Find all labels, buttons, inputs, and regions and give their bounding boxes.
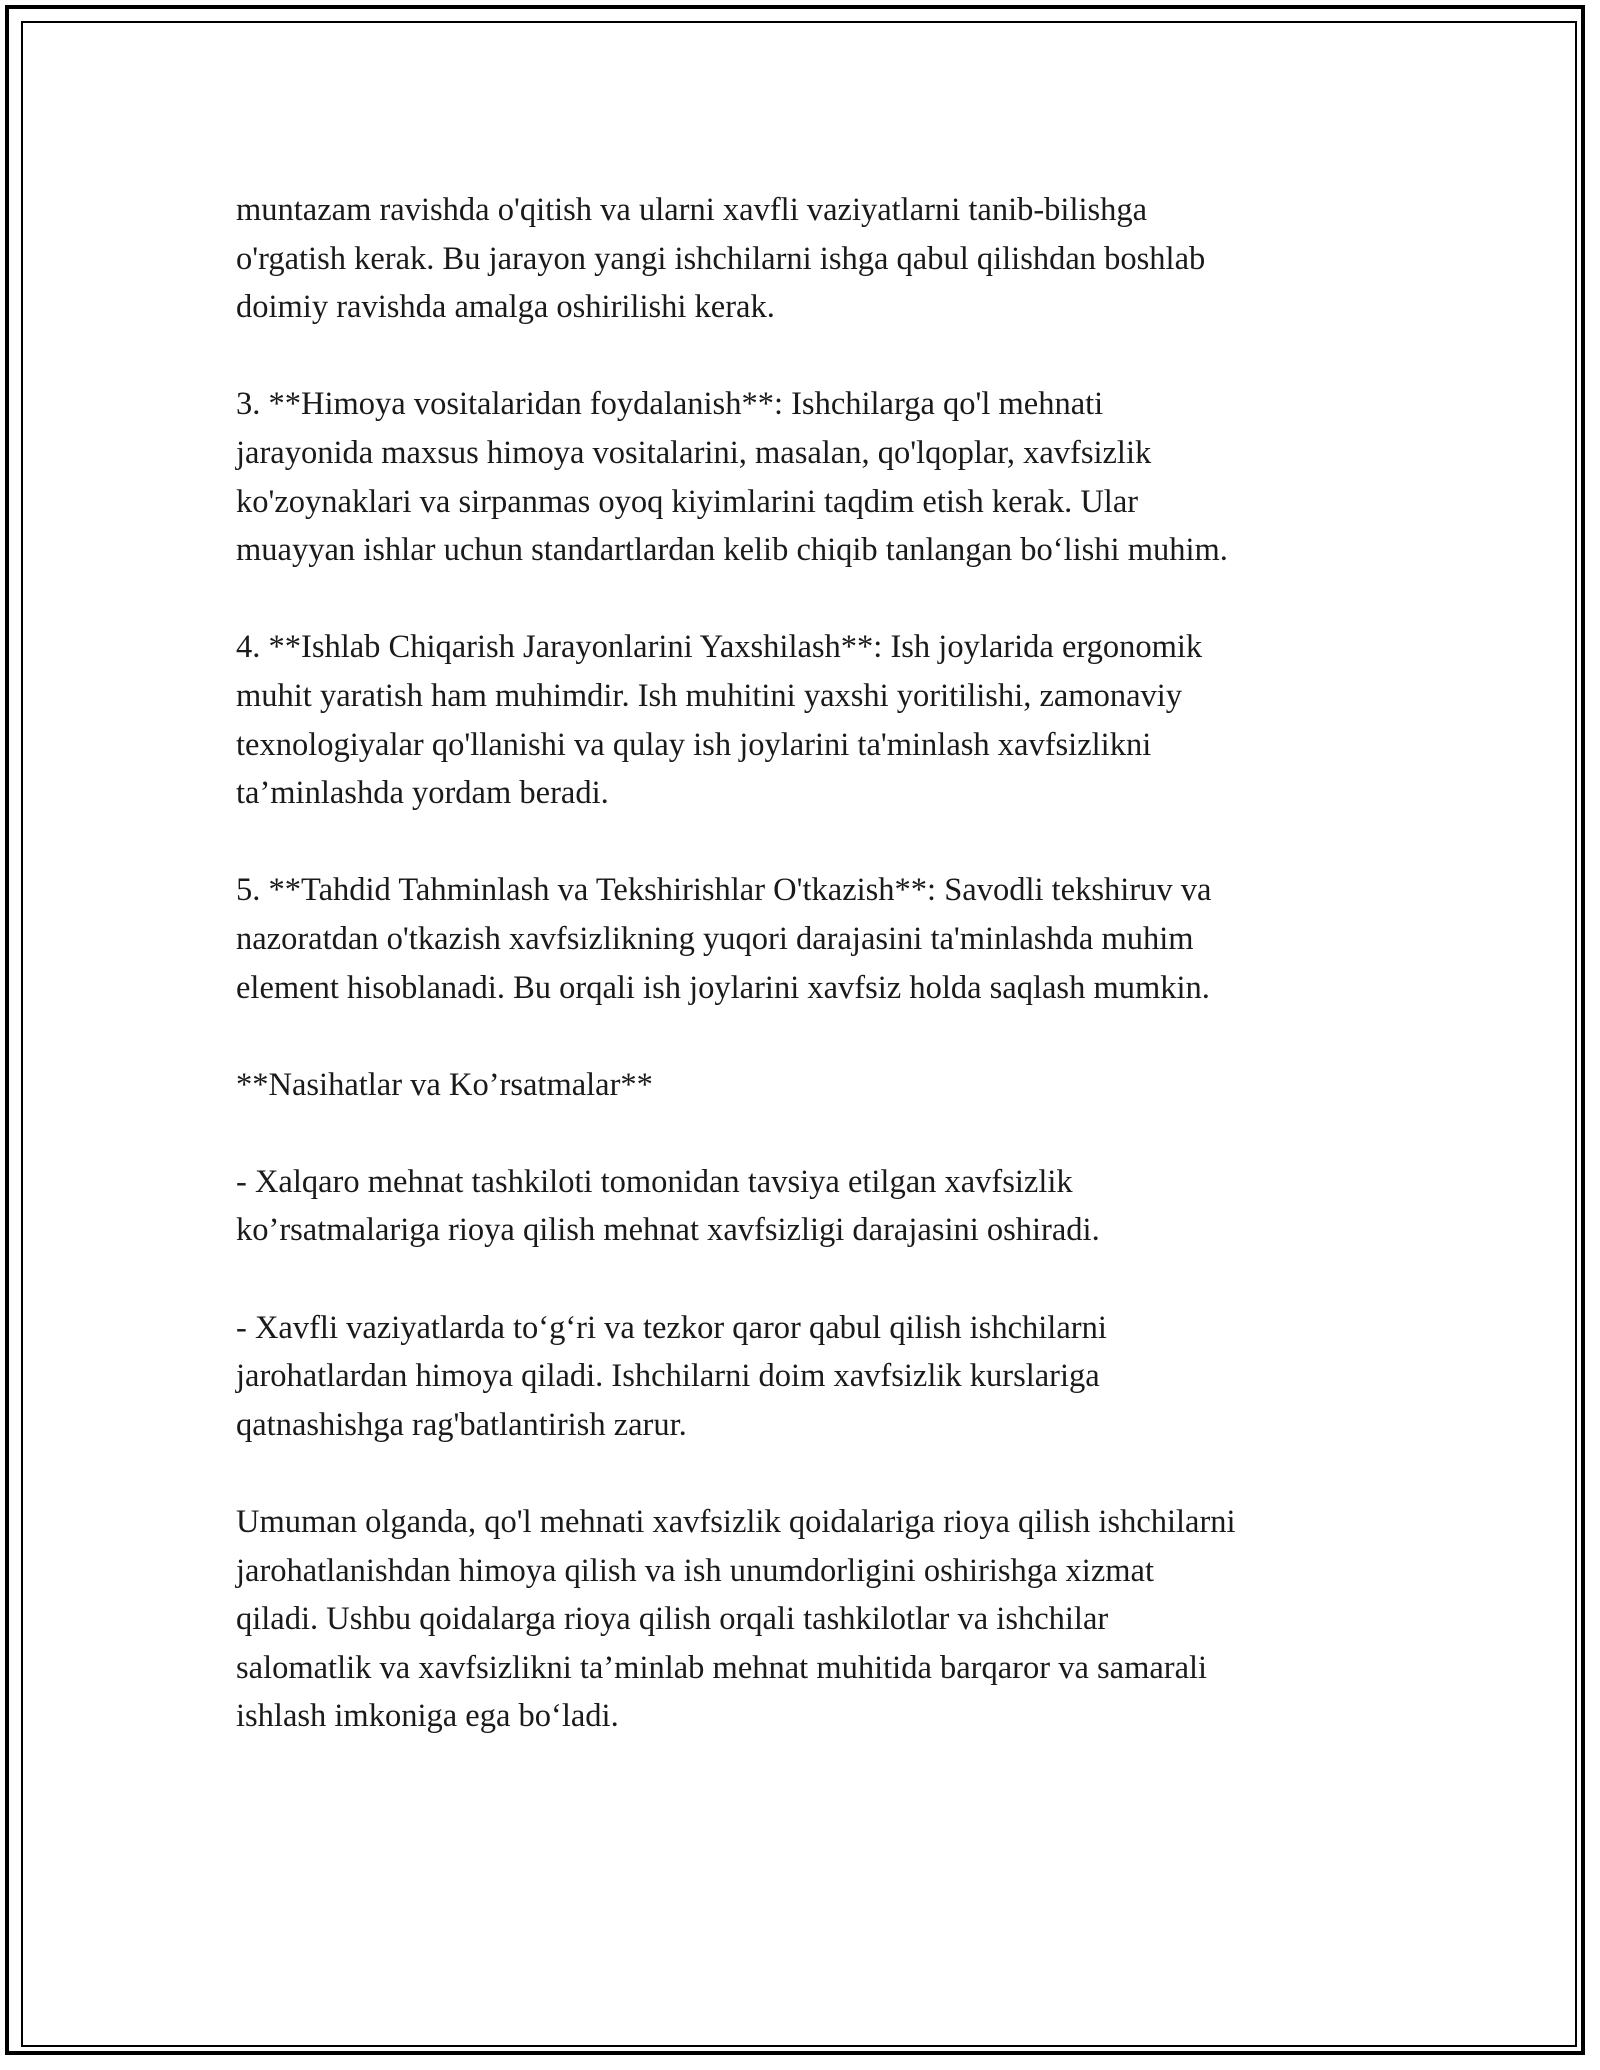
paragraph-conclusion: Umuman olganda, qo'l mehnati xavfsizlik qoidalariga rioya qilish ishchilarni jarohatlanishdan himoya qilish va ish unumdorligini oshirishga xizmat qiladi. Ushbu qoidalarga rioya qilish orqali tashkilotlar va ishchilar salomatlik va xavfsizlikni ta’minlab mehnat muhitida barqaror va samarali ishlash imkoniga ega bo‘ladi.	[236, 1504, 1236, 1735]
paragraph-protective-equipment: 3. **Himoya vositalaridan foydalanish**: Ishchilarga qo'l mehnati jarayonida maxsus himoya vositalarini, masalan, qo'lqoplar, xavfsizlik ko'zoynaklari va sirpanmas oyoq kiyimlarini taqdim etish kerak. Ular muayyan ishlar uchun standartlardan kelib chiqib tanlangan bo‘lishi muhim.	[236, 386, 1228, 569]
paragraph-threat-assessment: 5. **Tahdid Tahminlash va Tekshirishlar O'tkazish**: Savodli tekshiruv va nazoratdan o'tkazish xavfsizlikning yuqori darajasini ta'minlashda muhim element hisoblanadi. Bu orqali ish joylarini xavfsiz holda saqlash mumkin.	[236, 872, 1212, 1006]
section-heading-advice: **Nasihatlar va Ko’rsatmalar**	[236, 1066, 653, 1103]
advice-item-quick-decisions: - Xavfli vaziyatlarda to‘g‘ri va tezkor qaror qabul qilish ishchilarni jarohatlardan himoya qiladi. Ishchilarni doim xavfsizlik kurslariga qatnashishga rag'batlantirish zarur.	[236, 1309, 1107, 1443]
document-body	[236, 186, 1396, 1790]
advice-item-ilo-guidelines: - Xalqaro mehnat tashkiloti tomonidan tavsiya etilgan xavfsizlik ko’rsatmalariga rioya qilish mehnat xavfsizligi darajasini oshiradi.	[236, 1163, 1100, 1249]
paragraph-production-processes: 4. **Ishlab Chiqarish Jarayonlarini Yaxshilash**: Ish joylarida ergonomik muhit yaratish ham muhimdir. Ish muhitini yaxshi yoritilishi, zamonaviy texnologiyalar qo'llanishi va qulay ish joylarini ta'minlash xavfsizlikni ta’minlashda yordam beradi.	[236, 629, 1203, 812]
paragraph-training-continuation: muntazam ravishda o'qitish va ularni xavfli vaziyatlarni tanib-bilishga o'rgatish kerak. Bu jarayon yangi ishchilarni ishga qabul qilishdan boshlab doimiy ravishda amalga oshirilishi kerak.	[236, 192, 1206, 326]
